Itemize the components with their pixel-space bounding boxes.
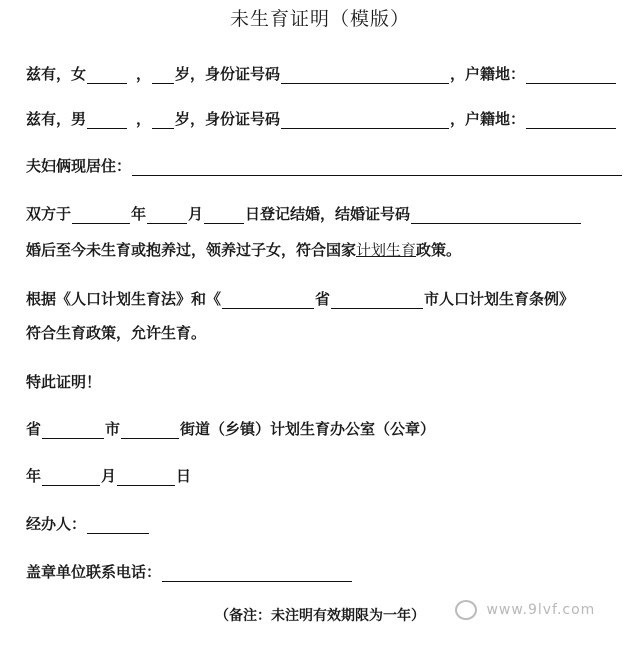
certify-line [26, 368, 101, 392]
date-year-label: 年 [26, 467, 42, 485]
policy-end-text: 政策。 [416, 241, 462, 259]
office-line [26, 415, 435, 439]
contact-phone-label: 盖章单位联系电话： [26, 563, 162, 581]
family-planning-link[interactable]: 计划生育 [356, 241, 417, 259]
residence-label: 夫妇俩现居住： [26, 157, 132, 175]
province-label: 省 [315, 290, 331, 308]
regulation-text: 市人口计划生育条例》 [424, 290, 575, 308]
date-month-blank [117, 468, 175, 486]
male-age-blank [152, 111, 174, 129]
law-text: 根据《人口计划生育法》和《 [26, 290, 222, 308]
province-blank [222, 291, 314, 309]
male-label: 兹有，男 [26, 110, 87, 128]
female-age-blank [152, 66, 174, 84]
year-blank [72, 206, 130, 224]
office-province-label: 省 [26, 420, 42, 438]
year-label: 年 [131, 205, 147, 223]
footnote: （备注：未注明有效期限为一年） [215, 608, 425, 624]
comma-text: ， [136, 110, 152, 128]
handler-label: 经办人： [26, 515, 87, 533]
female-id-blank [281, 66, 449, 84]
office-text: 街道（乡镇）计划生育办公室（公章） [180, 420, 436, 438]
comma-text: ， [136, 65, 152, 83]
month-blank [147, 206, 187, 224]
office-city-blank [121, 421, 179, 439]
handler-blank [87, 516, 149, 534]
office-province-blank [42, 421, 104, 439]
document-title: 未生育证明（模版） [229, 8, 410, 30]
month-label: 月 [188, 205, 204, 223]
wechat-icon [455, 600, 477, 620]
policy-text: 婚后至今未生育或抱养过，领养过子女，符合国家 [26, 241, 357, 259]
date-year-blank [42, 468, 100, 486]
permission-text: 符合生育政策，允许生育。 [26, 324, 207, 342]
date-month-label: 月 [101, 467, 117, 485]
female-name-blank [87, 66, 127, 84]
female-hukou-label: ，户籍地： [450, 65, 526, 83]
day-blank [204, 206, 244, 224]
female-label: 兹有，女 [26, 65, 87, 83]
marriage-line [26, 200, 582, 224]
male-hukou-label: ，户籍地： [450, 110, 526, 128]
male-hukou-blank [526, 111, 616, 129]
male-info-line [26, 105, 617, 129]
city-blank [331, 291, 423, 309]
policy-line [26, 236, 461, 260]
male-name-blank [87, 111, 127, 129]
marriage-cert-blank [411, 206, 581, 224]
office-city-label: 市 [105, 420, 121, 438]
law-basis-line [26, 285, 574, 309]
watermark [455, 600, 595, 620]
permission-line [26, 319, 206, 343]
handler-line [26, 510, 150, 534]
date-line [26, 462, 191, 486]
watermark-text: www.9lvf.com [486, 602, 596, 618]
residence-line [26, 152, 623, 176]
contact-phone-blank [162, 564, 352, 582]
date-day-label: 日 [176, 467, 192, 485]
female-info-line [26, 60, 617, 84]
both-parties-label: 双方于 [26, 205, 72, 223]
male-id-blank [281, 111, 449, 129]
female-hukou-blank [526, 66, 616, 84]
marriage-cert-label: 日登记结婚，结婚证号码 [245, 205, 411, 223]
female-id-label: 岁，身份证号码 [175, 65, 281, 83]
certify-text: 特此证明！ [26, 373, 102, 391]
residence-blank [132, 158, 622, 176]
contact-phone-line [26, 558, 353, 582]
male-id-label: 岁，身份证号码 [175, 110, 281, 128]
